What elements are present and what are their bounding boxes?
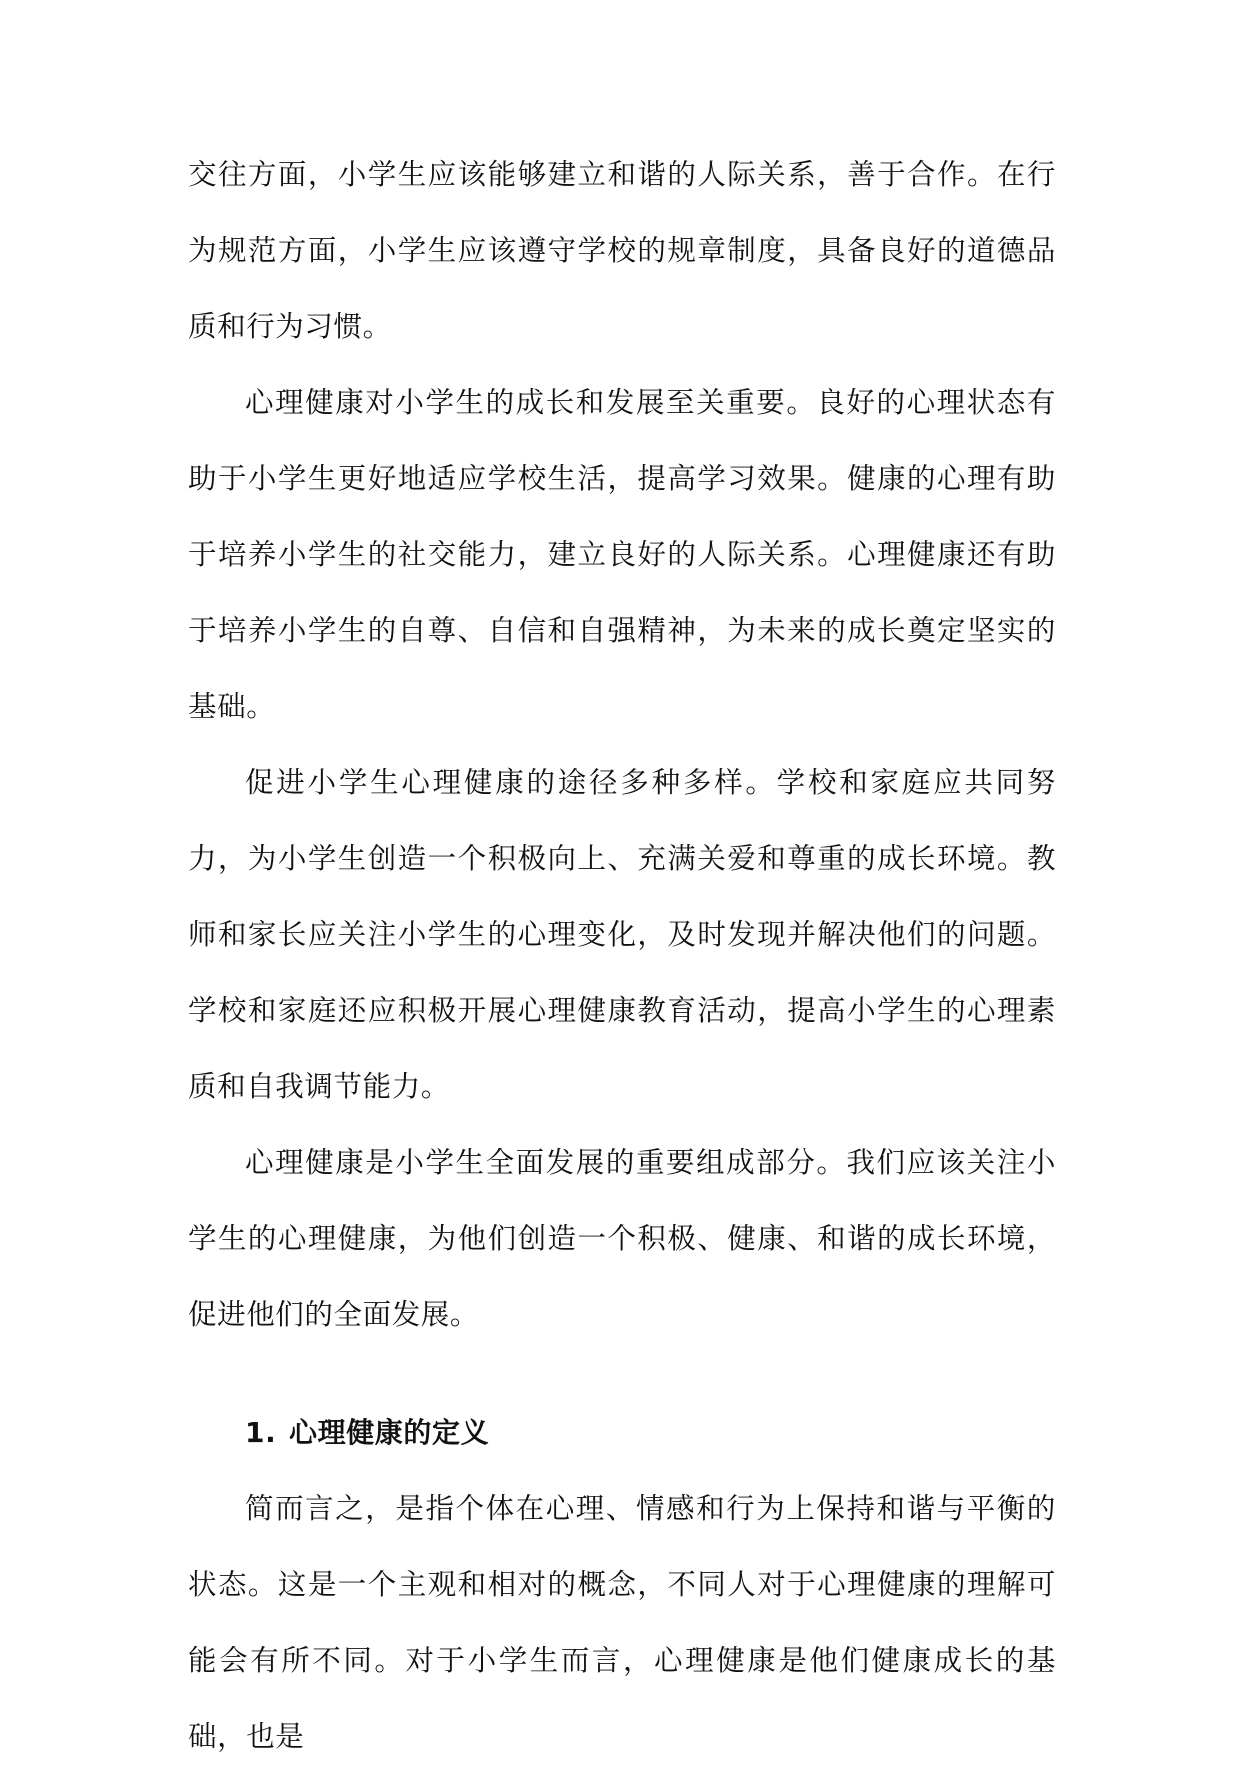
paragraph-continuation: 交往方面，小学生应该能够建立和谐的人际关系，善于合作。在行为规范方面，小学生应该遵守学校的规章制度，具备良好的道德品质和行为习惯。 [188,158,1056,343]
paragraph: 简而言之，是指个体在心理、情感和行为上保持和谐与平衡的状态。这是一个主观和相对的概念，不同人对于心理健康的理解可能会有所不同。对于小学生而言，心理健康是他们健康成长的基础，也是 [188,1492,1056,1753]
paragraph: 心理健康对小学生的成长和发展至关重要。良好的心理状态有助于小学生更好地适应学校生活，提高学习效果。健康的心理有助于培养小学生的社交能力，建立良好的人际关系。心理健康还有助于培养小学生的自尊、自信和自强精神，为未来的成长奠定坚实的基础。 [188,386,1056,723]
paragraph: 促进小学生心理健康的途径多种多样。学校和家庭应共同努力，为小学生创造一个积极向上、充满关爱和尊重的成长环境。教师和家长应关注小学生的心理变化，及时发现并解决他们的问题。学校和家庭还应积极开展心理健康教育活动，提高小学生的心理素质和自我调节能力。 [188,766,1056,1103]
section-heading [188,1395,1056,1471]
paragraph: 心理健康是小学生全面发展的重要组成部分。我们应该关注小学生的心理健康，为他们创造一个积极、健康、和谐的成长环境，促进他们的全面发展。 [188,1146,1056,1331]
section-title: 心理健康的定义 [289,1416,490,1449]
section-number: 1. [245,1416,277,1449]
document-page [188,137,1056,1775]
